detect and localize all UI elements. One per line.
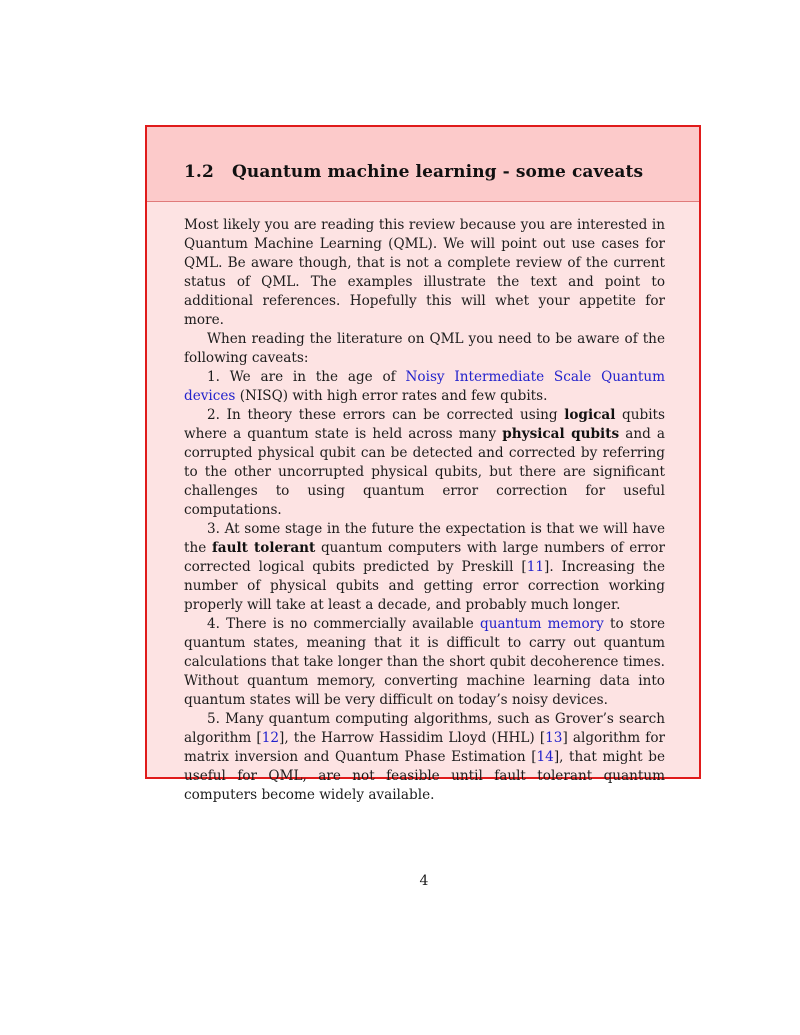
lead-paragraph: When reading the literature on QML you need to be aware of the following caveats: — [184, 331, 665, 366]
box-header — [147, 127, 699, 202]
term-physical-qubits: physical qubits — [502, 426, 620, 442]
citation-link-13[interactable]: 13 — [545, 730, 563, 746]
section-heading — [184, 162, 643, 182]
caveat-item-5: 5. Many quantum computing algorithms, such as Grover’s search algorithm [12], the Harrow Hassidim Lloyd (HHL) [13] algorithm for matrix inversion and Quantum Phase Estimation [14], that might be useful for QML, are not feasible until fault tolerant quantum computers become widely available. — [184, 711, 666, 803]
page-number: 4 — [419, 873, 429, 889]
box-body — [184, 216, 665, 805]
caveat-item-1: 1. We are in the age of Noisy Intermediate Scale Quantum devices (NISQ) with high error rates and few qubits. — [184, 369, 665, 404]
caveat-item-4: 4. There is no commercially available quantum memory to store quantum states, meaning that it is difficult to carry out quantum calculations that take longer than the short qubit decoherence times. Without quantum memory, converting machine learning data into quantum states will be very difficult on today’s noisy devices. — [184, 616, 665, 708]
nisq-link[interactable]: Noisy Intermediate Scale Quantum devices — [184, 369, 665, 404]
citation-link-11[interactable]: 11 — [526, 559, 545, 575]
intro-paragraph: Most likely you are reading this review because you are interested in Quantum Machine Learning (QML). We will point out use cases for QML. Be aware though, that is not a complete review of the current status of QML. The examples illustrate the text and point to additional references. Hopefully this will whet your appetite for more. — [184, 217, 665, 328]
caveat-item-2: 2. In theory these errors can be corrected using logical qubits where a quantum state is held across many physical qubits and a corrupted physical qubit can be detected and corrected by referring to the other uncorrupted physical qubits, but there are significant challenges to using quantum error correction for useful computations. — [184, 407, 665, 518]
term-fault-tolerant: fault tolerant — [211, 540, 316, 556]
quantum-memory-link[interactable]: quantum memory — [480, 616, 604, 632]
caveat-item-3: 3. At some stage in the future the expectation is that we will have the fault tolerant quantum computers with large numbers of error corrected logical qubits predicted by Preskill [11]. Increasing the number of physical qubits and getting error correction working properly will take at least a decade, and probably much longer. — [184, 521, 665, 613]
caveats-box — [145, 125, 701, 803]
term-logical: logical — [564, 407, 616, 423]
section-title: Quantum machine learning - some caveats — [232, 162, 644, 182]
citation-link-12[interactable]: 12 — [261, 730, 280, 746]
citation-link-14[interactable]: 14 — [536, 749, 554, 765]
section-number: 1.2 — [184, 162, 214, 182]
